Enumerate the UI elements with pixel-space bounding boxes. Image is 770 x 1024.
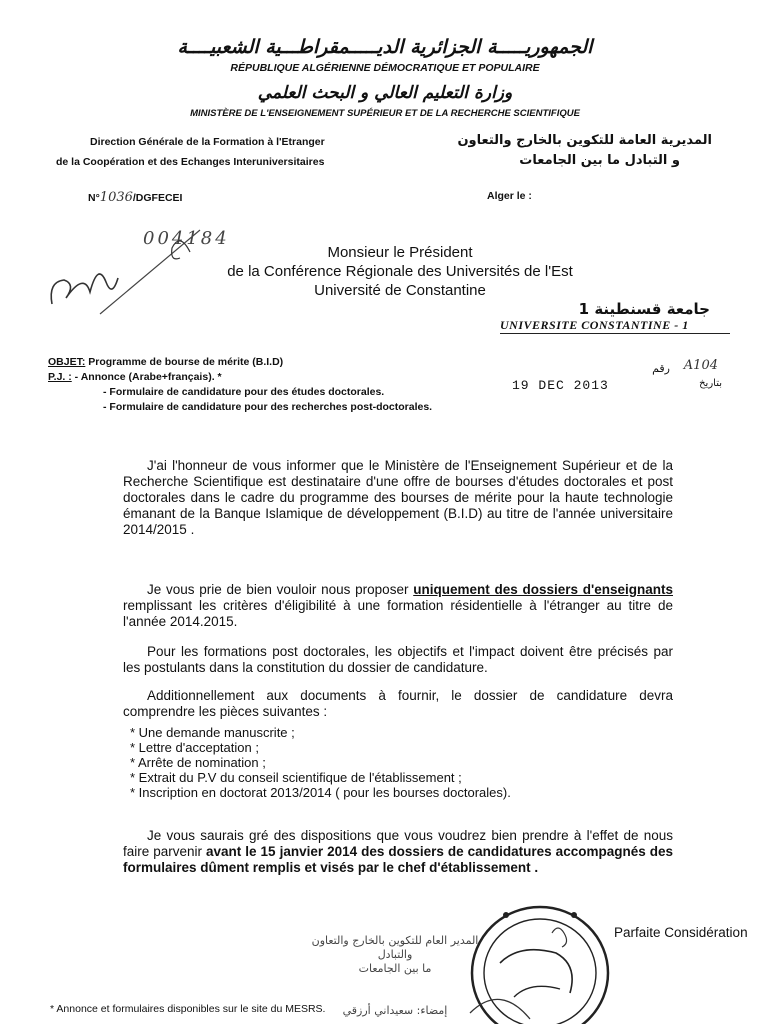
pj-item: - Formulaire de candidature pour des recherches post-doctorales. [103,401,433,413]
signature-title-line1: المدير العام للتكوين بالخارج والتعاون والتبادل [311,934,479,961]
pj-item: - Formulaire de candidature pour des études doctorales. [103,386,385,398]
stamp-date-label: بتاريخ [699,378,722,389]
signature-title-line2: ما بين الجامعات [358,962,432,975]
pj-label: P.J. : [48,371,72,383]
reference-handwritten-number: 1036 [99,190,133,205]
list-item: * Inscription en doctorat 2013/2014 ( pour les bourses doctorales). [130,785,511,800]
reference-number [88,190,182,205]
signature-name: إمضاء: سعيداني أرزقي [342,1004,448,1017]
direction-fr-line1: Direction Générale de la Formation à l'Etranger [90,136,325,148]
recipient-block [170,243,630,300]
stamp-number-label: رقم [652,362,670,375]
emphasis-enseignants: uniquement des dossiers d'enseignants [413,582,673,597]
objet-label: OBJET: [48,356,86,368]
pj-block [48,371,222,383]
stamp-date: 19 DEC 2013 [512,378,609,393]
objet-text: Programme de bourse de mérite (B.I.D) [88,356,284,368]
reference-prefix: N° [88,192,100,204]
university-stamp-french: UNIVERSITE CONSTANTINE - 1 [500,318,730,334]
reference-suffix: /DGFECEI [132,192,183,204]
handwritten-registry-number: 004184 [143,228,230,249]
republic-title-french: RÉPUBLIQUE ALGÉRIENNE DÉMOCRATIQUE ET POPULAIRE [230,62,540,74]
ministry-round-seal [460,893,610,1024]
list-item: * Lettre d'acceptation ; [130,740,259,755]
direction-ar-line1: المديرية العامة للتكوين بالخارج والتعاون [457,133,712,148]
objet-line [48,356,283,368]
body-paragraph-3: Pour les formations post doctorales, les objectifs et l'impact doivent être précisés par les postulants dans la constitution du dossier de candidature. [123,644,673,675]
direction-fr-line2: de la Coopération et des Echanges Interuniversitaires [56,156,325,168]
recipient-line3: Université de Constantine [314,282,486,299]
footnote: * Annonce et formulaires disponibles sur le site du MESRS. [50,1003,326,1015]
pj-item: - Annonce (Arabe+français). * [74,371,222,383]
ministry-title-french: MINISTÈRE DE L'ENSEIGNEMENT SUPÉRIEUR ET DE LA RECHERCHE SCIENTIFIQUE [190,108,580,119]
required-documents-list [130,725,511,800]
list-item: * Arrête de nomination ; [130,755,266,770]
recipient-line1: Monsieur le Président [327,244,473,261]
deadline-emphasis: avant le 15 janvier 2014 des dossiers de candidatures accompagnés des formulaires dûment remplis et visés par le chef d'établissement . [123,844,673,875]
republic-title-arabic: الجمهوريـــــة الجزائرية الديـــــمقراطـــية الشعبيــــة [177,36,593,58]
body-paragraph-2: Je vous prie de bien vouloir nous proposer uniquement des dossiers d'enseignants remplissant les critères d'éligibilité à une formation résidentielle à l'étranger au titre de l'année 2014.2015. [123,582,673,629]
university-reception-stamp [500,300,730,394]
body-paragraph-4: Additionnellement aux documents à fournir, le dossier de candidature devra comprendre les pièces suivantes : [123,688,673,719]
list-item: * Une demande manuscrite ; [130,725,295,740]
closing-formula: Parfaite Considération [614,925,748,940]
body-paragraph-5: Je vous saurais gré des dispositions que vous voudrez bien prendre à l'effet de nous faire parvenir avant le 15 janvier 2014 des dossiers de candidatures accompagnés des formulaires dûment remplis et visés par le chef d'établissement . [123,828,673,875]
recipient-line2: de la Conférence Régionale des Universités de l'Est [227,263,573,280]
direction-ar-line2: و التبادل ما بين الجامعات [519,153,680,168]
alger-date-label: Alger le : [487,190,532,202]
list-item: * Extrait du P.V du conseil scientifique de l'établissement ; [130,770,462,785]
university-stamp-arabic: جامعة قسنطينة 1 [578,300,710,318]
stamp-handwritten-number: A104 [683,358,718,373]
ministry-title-arabic: وزارة التعليم العالي و البحث العلمي [257,83,513,103]
body-paragraph-1: J'ai l'honneur de vous informer que le Ministère de l'Enseignement Supérieur et de la Recherche Scientifique est destinataire d'une offre de bourses d'études doctorales et post doctorales dans le cadre du programme des bourses de mérite pour la haute technologie émanant de la Banque Islamique de développement (B.I.D) au titre de l'année universitaire 2014/2015 . [123,458,673,537]
